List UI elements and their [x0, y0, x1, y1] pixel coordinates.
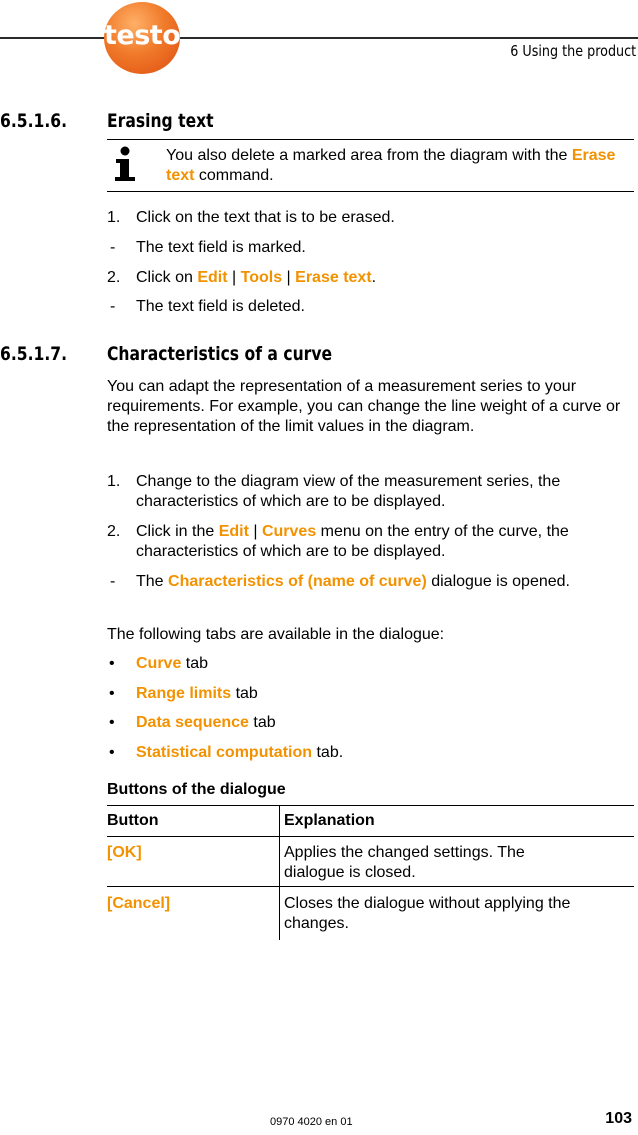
step-marker: 2.: [107, 523, 121, 540]
tools-menu-ref: Tools: [240, 269, 283, 286]
table-rule-row: [107, 886, 634, 887]
tab-list-item: [136, 743, 343, 763]
document-code: 0970 4020 en 01: [270, 1116, 353, 1128]
table-header-button: Button: [107, 812, 159, 829]
edit-menu-ref: Edit: [218, 523, 249, 540]
info-rule-bottom: [107, 191, 634, 192]
result-marker: -: [110, 573, 116, 590]
erase-text-command: Erase text: [166, 147, 616, 184]
step-marker: 1.: [107, 209, 121, 226]
tab-list-item: [136, 684, 258, 704]
tab-suffix: tab: [231, 685, 258, 702]
step-text-post: .: [371, 269, 377, 286]
result-marker: -: [110, 298, 116, 315]
separator: |: [248, 523, 262, 540]
intro-paragraph: You can adapt the representation of a measurement series to your requirements. For example, you can change the line weight of a curve or the representation of the limit values in the diagram.: [107, 378, 621, 435]
table-column-divider: [279, 805, 280, 940]
tab-list-item: [136, 713, 276, 733]
table-rule-top: [107, 805, 634, 806]
step-text-menu-path: [136, 268, 376, 288]
step-text: Click on the text that is to be erased.: [136, 209, 395, 226]
section-title: Erasing text: [107, 110, 214, 132]
result-text: [136, 572, 596, 592]
step-marker: 1.: [107, 473, 121, 490]
table-rule-header: [107, 836, 634, 837]
separator: |: [227, 269, 241, 286]
info-text-pre: You also delete a marked area from the diagram with the: [166, 147, 572, 164]
tab-list-item: [136, 654, 208, 674]
step-text-pre: Click on: [136, 269, 198, 286]
buttons-heading: Buttons of the dialogue: [107, 781, 286, 798]
section-number: 6.5.1.7.: [0, 343, 68, 365]
step-text-post: menu on the entry of the curve, the characteristics of which are to be displayed.: [136, 523, 569, 560]
logo-text: testo: [104, 20, 181, 51]
table-cell-explanation: Closes the dialogue without applying the changes.: [284, 895, 571, 932]
page-number: 103: [605, 1110, 632, 1127]
table-cell-explanation: Applies the changed settings. The dialogue is closed.: [284, 844, 525, 881]
table-header-explanation: Explanation: [284, 812, 375, 829]
result-text: The text field is deleted.: [136, 298, 305, 315]
section-number: 6.5.1.6.: [0, 110, 68, 132]
result-text-post: dialogue is opened.: [426, 573, 570, 590]
info-text-post: command.: [194, 167, 274, 184]
result-text-pre: The: [136, 573, 169, 590]
edit-menu-ref: Edit: [197, 269, 228, 286]
statistical-computation-tab-ref: Statistical computation: [136, 744, 313, 761]
chapter-title: 6 Using the product: [510, 42, 636, 60]
step-marker: 2.: [107, 269, 121, 286]
curves-menu-ref: Curves: [261, 523, 317, 540]
info-note: [166, 146, 626, 186]
bullet: •: [109, 655, 115, 672]
step-text-menu-path: [136, 522, 606, 562]
curve-tab-ref: Curve: [136, 655, 182, 672]
ok-button-ref: [OK]: [107, 844, 142, 861]
bullet: •: [109, 744, 115, 761]
bullet: •: [109, 685, 115, 702]
characteristics-dialog-ref: Characteristics of (name of curve): [168, 573, 427, 590]
header-rule-right: [180, 37, 638, 39]
testo-logo: [104, 2, 180, 74]
range-limits-tab-ref: Range limits: [136, 685, 232, 702]
section-title: Characteristics of a curve: [107, 343, 333, 365]
header-rule-left: [0, 37, 104, 39]
data-sequence-tab-ref: Data sequence: [136, 714, 249, 731]
erase-text-menu-ref: Erase text: [295, 269, 372, 286]
info-rule-top: [107, 139, 634, 140]
tab-suffix: tab: [181, 655, 209, 672]
step-text: Change to the diagram view of the measurement series, the characteristics of which are to be displayed.: [136, 473, 561, 510]
bullet: •: [109, 714, 115, 731]
step-text-pre: Click in the: [136, 523, 219, 540]
info-icon: [114, 146, 136, 182]
tab-suffix: tab: [248, 714, 276, 731]
tab-suffix: tab.: [312, 744, 344, 761]
result-text: The text field is marked.: [136, 239, 306, 256]
separator: |: [282, 269, 296, 286]
result-marker: -: [110, 239, 116, 256]
tabs-intro: The following tabs are available in the dialogue:: [107, 626, 445, 643]
cancel-button-ref: [Cancel]: [107, 895, 171, 912]
